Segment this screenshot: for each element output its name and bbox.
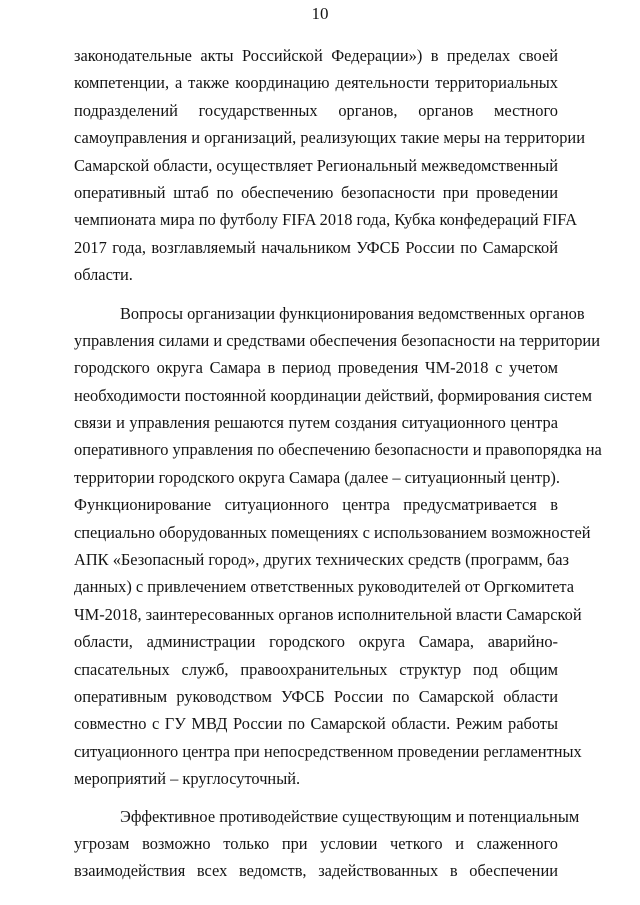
paragraph-line: оперативного управления по обеспечению безопасности и правопорядка на [74,440,602,460]
paragraph-line: связи и управления решаются путем создания ситуационного центра [74,413,558,433]
paragraph-1 [74,42,585,289]
paragraph-spacer [74,289,558,300]
paragraph-line: специально оборудованных помещениях с использованием возможностей [74,522,591,542]
paragraph-3 [74,803,580,885]
paragraph-line: городского округа Самара в период проведения ЧМ-2018 с учетом [74,358,558,378]
paragraph-line: мероприятий – круглосуточный. [74,769,301,789]
paragraph-line: Эффективное противодействие существующим и потенциальным [120,806,580,826]
paragraph-line: законодательные акты Российской Федерации») в пределах своей [74,46,558,65]
paragraph-line: 2017 года, возглавляемый начальником УФСБ России по Самарской [74,237,558,257]
paragraph-line: АПК «Безопасный город», других технических средств (программ, баз [74,550,569,570]
paragraph-line: территории городского округа Самара (далее – ситуационный центр). [74,467,560,487]
paragraph-line: управления силами и средствами обеспечения безопасности на территории [74,330,600,350]
paragraph-line: ситуационного центра при непосредственном проведении регламентных [74,741,582,761]
paragraph-line: компетенции, а также координацию деятельности территориальных [74,73,558,93]
paragraph-line: Самарской области, осуществляет Региональный межведомственный [74,155,559,175]
paragraph-line: ЧМ-2018, заинтересованных органов исполнительной власти Самарской [74,604,582,624]
page-number: 10 [311,4,329,23]
paragraph-spacer [74,793,558,803]
paragraph-line: самоуправления и организаций, реализующих такие меры на территории [74,128,585,148]
paragraph-line: угрозам возможно только при условии четкого и слаженного [74,833,558,853]
paragraph-line: спасательных служб, правоохранительных структур под общим [74,659,558,679]
paragraph-line: области, администрации городского округа Самара, аварийно- [74,632,558,652]
paragraph-line: оперативным руководством УФСБ России по Самарской области [74,686,558,706]
document-body [74,42,602,885]
paragraph-line: чемпионата мира по футболу FIFA 2018 года, Кубка конфедераций FIFA [74,210,578,230]
paragraph-2 [74,300,602,793]
paragraph-line: подразделений государственных органов, органов местного [74,100,558,120]
paragraph-line: необходимости постоянной координации действий, формирования систем [74,385,593,405]
paragraph-line: данных) с привлечением ответственных руководителей от Оргкомитета [74,577,574,597]
paragraph-line: области. [74,265,133,285]
paragraph-line: Вопросы организации функционирования ведомственных органов [120,303,585,323]
paragraph-line: оперативный штаб по обеспечению безопасности при проведении [74,182,558,202]
paragraph-line: Функционирование ситуационного центра предусматривается в [74,495,558,515]
paragraph-line: взаимодействия всех ведомств, задействованных в обеспечении [74,861,558,881]
paragraph-line: совместно с ГУ МВД России по Самарской области. Режим работы [74,714,558,734]
